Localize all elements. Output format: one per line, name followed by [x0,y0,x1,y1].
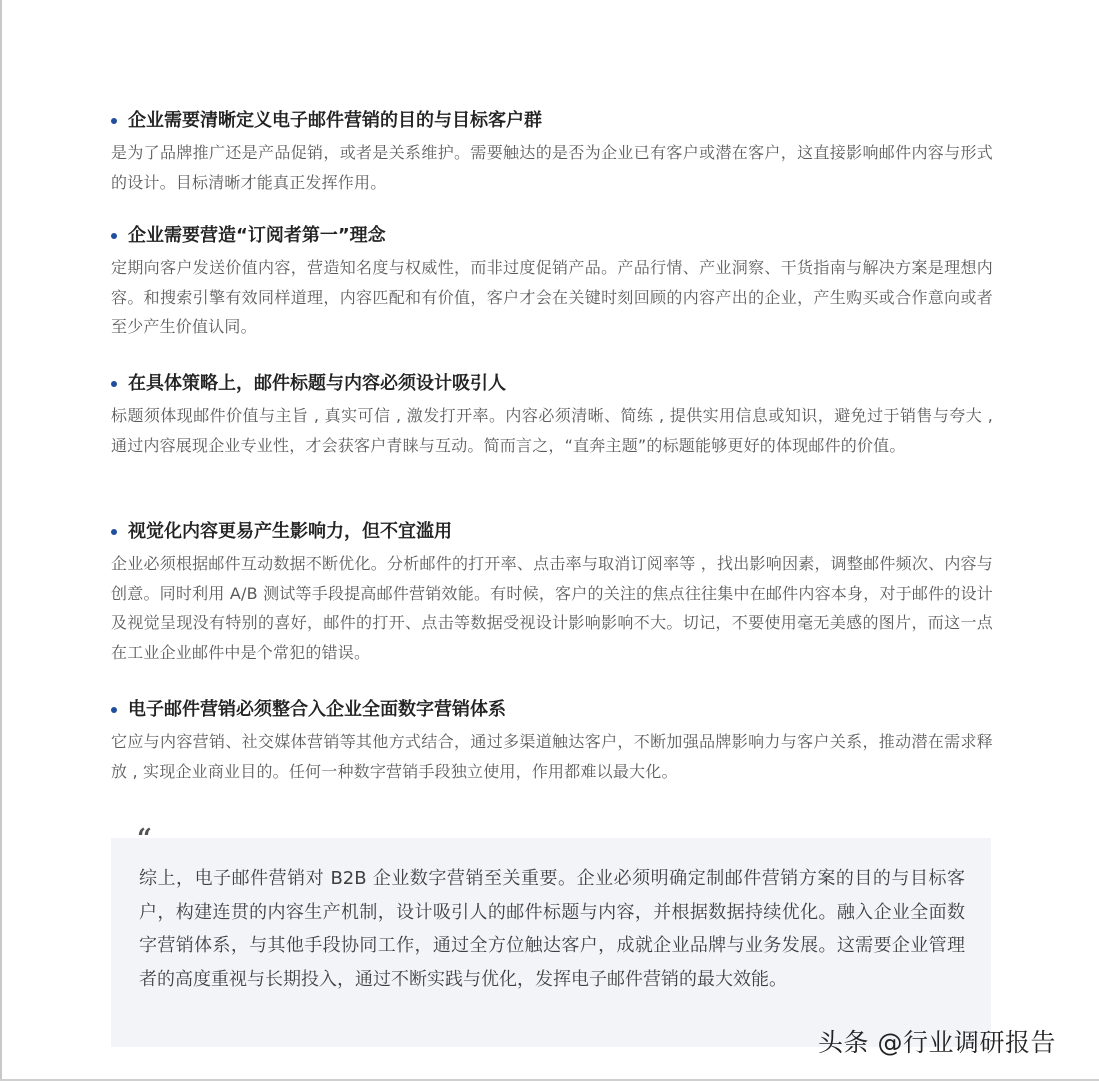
quote-mark-icon: “ [137,824,152,854]
watermark: 头条 @行业调研报告 [818,1028,1056,1057]
section-body: 是为了品牌推广还是产品促销，或者是关系维护。需要触达的是否为企业已有客户或潜在客户，这直接影响邮件内容与形式的设计。目标清晰才能真正发挥作用。 [111,143,993,192]
section-body: 定期向客户发送价值内容，营造知名度与权威性，而非过度促销产品。产品行情、产业洞察、干货指南与解决方案是理想内容。和搜索引擎有效同样道理，内容匹配和有价值，客户才会在关键时刻回顾的内容产出的企业，产生购买或合作意向或者至少产生价值认同。 [111,258,993,336]
section-title-content-strategy [111,371,993,460]
section-title [111,697,993,723]
section-title-text: 在具体策略上，邮件标题与内容必须设计吸引人 [128,373,506,394]
section-body: 它应与内容营销、社交媒体营销等其他方式结合，通过多渠道触达客户，不断加强品牌影响力与客户关系，推动潜在需求释放 , 实现企业商业目的。任何一种数字营销手段独立使用，作用都难以最大化。 [111,732,993,781]
bullet-icon [111,707,117,713]
section-title-text: 企业需要清晰定义电子邮件营销的目的与目标客户群 [128,110,542,131]
bullet-icon [111,118,117,124]
section-integration [111,697,993,786]
section-subscriber-first [111,223,993,342]
section-title [111,519,993,545]
section-visual-content [111,519,993,667]
bullet-icon [111,381,117,387]
summary-quote-text: 综上，电子邮件营销对 B2B 企业数字营销至关重要。企业必须明确定制邮件营销方案的目的与目标客户，构建连贯的内容生产机制，设计吸引人的邮件标题与内容，并根据数据持续优化。融入企业全面数字营销体系，与其他手段协同工作，通过全方位触达客户，成就企业品牌与业务发展。这需要企业管理者的高度重视与长期投入，通过不断实践与优化，发挥电子邮件营销的最大效能。 [139,868,965,990]
section-body: 标题须体现邮件价值与主旨 , 真实可信 , 激发打开率。内容必须清晰、简练 , 提供实用信息或知识，避免过于销售与夸大 , 通过内容展现企业专业性，才会获客户青睐与互动。简而言之，“直奔主题”的标题能够更好的体现邮件的价值。 [111,406,993,455]
section-title-text: 电子邮件营销必须整合入企业全面数字营销体系 [128,699,506,720]
bullet-icon [111,233,117,239]
section-body: 企业必须根据邮件互动数据不断优化。分析邮件的打开率、点击率与取消订阅率等 ，找出影响因素，调整邮件频次、内容与创意。同时利用 A/B 测试等手段提高邮件营销效能。有时候，客户的关注的焦点往往集中在邮件内容本身，对于邮件的设计及视觉呈现没有特别的喜好，邮件的打开、点击等数据受视设计影响影响不大。切记，不要使用毫无美感的图片，而这一点在工业企业邮件中是个常犯的错误。 [111,554,993,662]
section-title [111,371,993,397]
section-title-text: 视觉化内容更易产生影响力，但不宜滥用 [128,521,452,542]
section-title [111,223,993,249]
page-border-left [0,0,2,1081]
section-title-text: 企业需要营造“订阅者第一”理念 [128,225,386,246]
section-title [111,108,993,134]
bullet-icon [111,529,117,535]
section-goal-definition [111,108,993,197]
